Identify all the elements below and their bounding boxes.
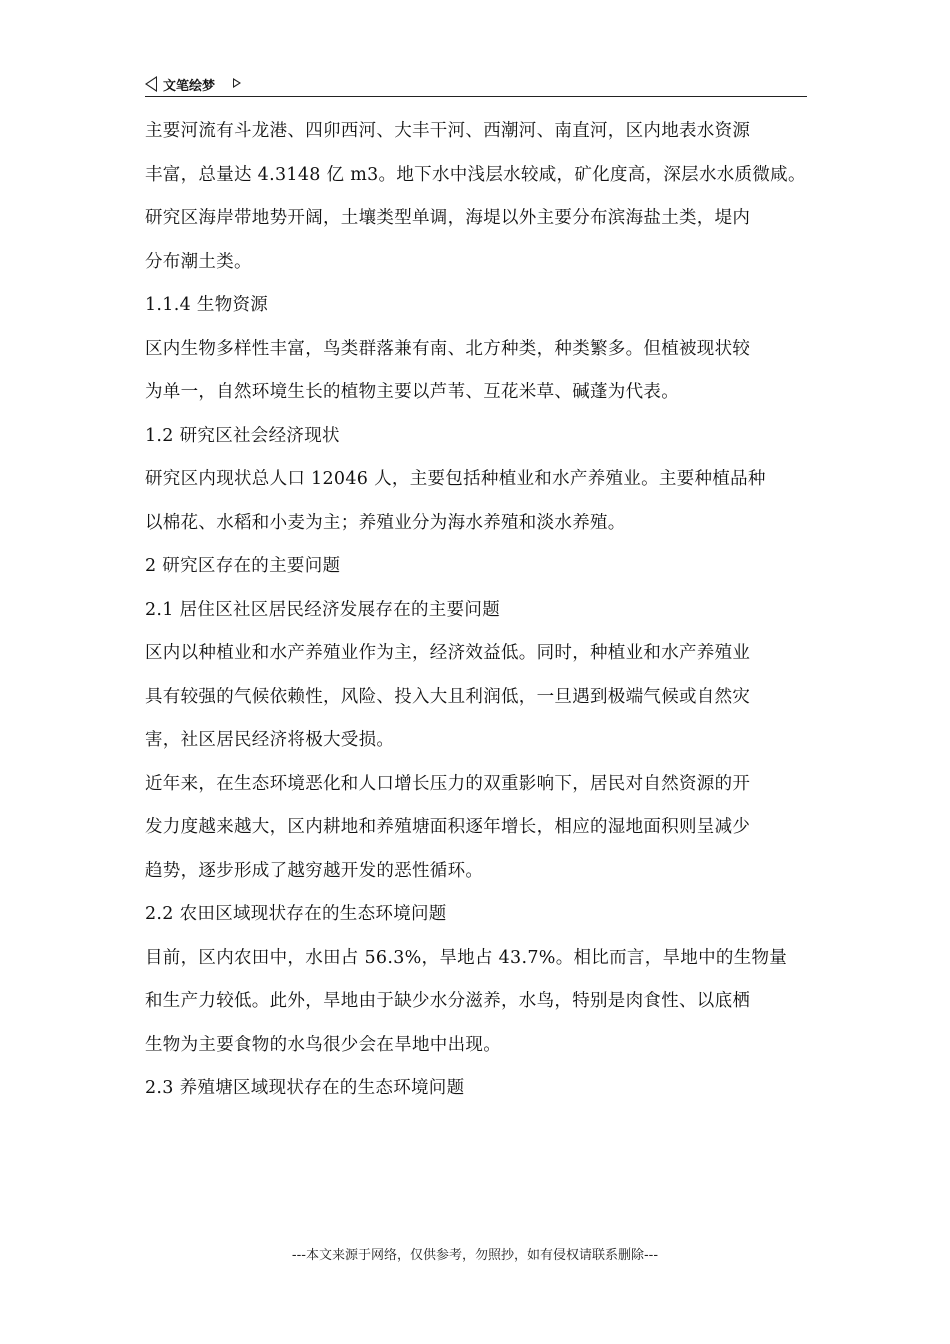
text-line: 趋势，逐步形成了越穷越开发的恶性循环。 xyxy=(145,860,484,881)
text-line: 目前，区内农田中，水田占 56.3%，旱地占 43.7%。相比而言，旱地中的生物量 xyxy=(145,947,788,968)
text-line: 为单一，自然环境生长的植物主要以芦苇、互花米草、碱蓬为代表。 xyxy=(145,382,679,402)
right-triangle-icon xyxy=(233,78,241,88)
page-footer: ---本文来源于网络，仅供参考，勿照抄，如有侵权请联系删除--- xyxy=(291,1248,659,1263)
text-line: 研究区海岸带地势开阔，土壤类型单调，海堤以外主要分布滨海盐土类，堤内 xyxy=(145,208,751,228)
text-line: 区内以种植业和水产养殖业作为主，经济效益低。同时，种植业和水产养殖业 xyxy=(145,643,751,663)
text-line: 具有较强的气候依赖性，风险、投入大且利润低，一旦遇到极端气候或自然灾 xyxy=(145,686,751,707)
text-line: 害，社区居民经济将极大受损。 xyxy=(145,730,395,750)
section-heading: 2 研究区存在的主要问题 xyxy=(145,556,341,576)
text-line: 近年来，在生态环境恶化和人口增长压力的双重影响下，居民对自然资源的开 xyxy=(145,773,751,794)
text-line: 区内生物多样性丰富，鸟类群落兼有南、北方种类，种类繁多。但植被现状较 xyxy=(145,338,751,359)
text-line: 主要河流有斗龙港、四卯西河、大丰干河、西潮河、南直河，区内地表水资源 xyxy=(145,121,751,141)
document-body xyxy=(145,110,810,1111)
section-heading: 2.1 居住区社区居民经济发展存在的主要问题 xyxy=(145,599,500,620)
text-line: 以棉花、水稻和小麦为主；养殖业分为海水养殖和淡水养殖。 xyxy=(145,512,626,533)
text-line: 和生产力较低。此外，旱地由于缺少水分滋养，水鸟，特别是肉食性、以底栖 xyxy=(145,991,751,1011)
left-triangle-icon xyxy=(145,76,157,92)
section-heading: 1.2 研究区社会经济现状 xyxy=(145,425,340,446)
page-header xyxy=(145,74,807,97)
text-line: 分布潮土类。 xyxy=(145,251,252,272)
text-line: 发力度越来越大，区内耕地和养殖塘面积逐年增长，相应的湿地面积则呈减少 xyxy=(145,817,751,837)
brand-title: 文笔绘梦 xyxy=(163,79,216,94)
section-heading: 2.2 农田区域现状存在的生态环境问题 xyxy=(145,904,447,924)
text-line: 丰富，总量达 4.3148 亿 m3。地下水中浅层水较咸，矿化度高，深层水水质微咸。 xyxy=(145,164,806,185)
section-heading: 1.1.4 生物资源 xyxy=(145,295,269,315)
text-line: 生物为主要食物的水鸟很少会在旱地中出现。 xyxy=(145,1034,501,1055)
section-heading: 2.3 养殖塘区域现状存在的生态环境问题 xyxy=(145,1078,465,1098)
text-line: 研究区内现状总人口 12046 人，主要包括种植业和水产养殖业。主要种植品种 xyxy=(145,469,766,489)
